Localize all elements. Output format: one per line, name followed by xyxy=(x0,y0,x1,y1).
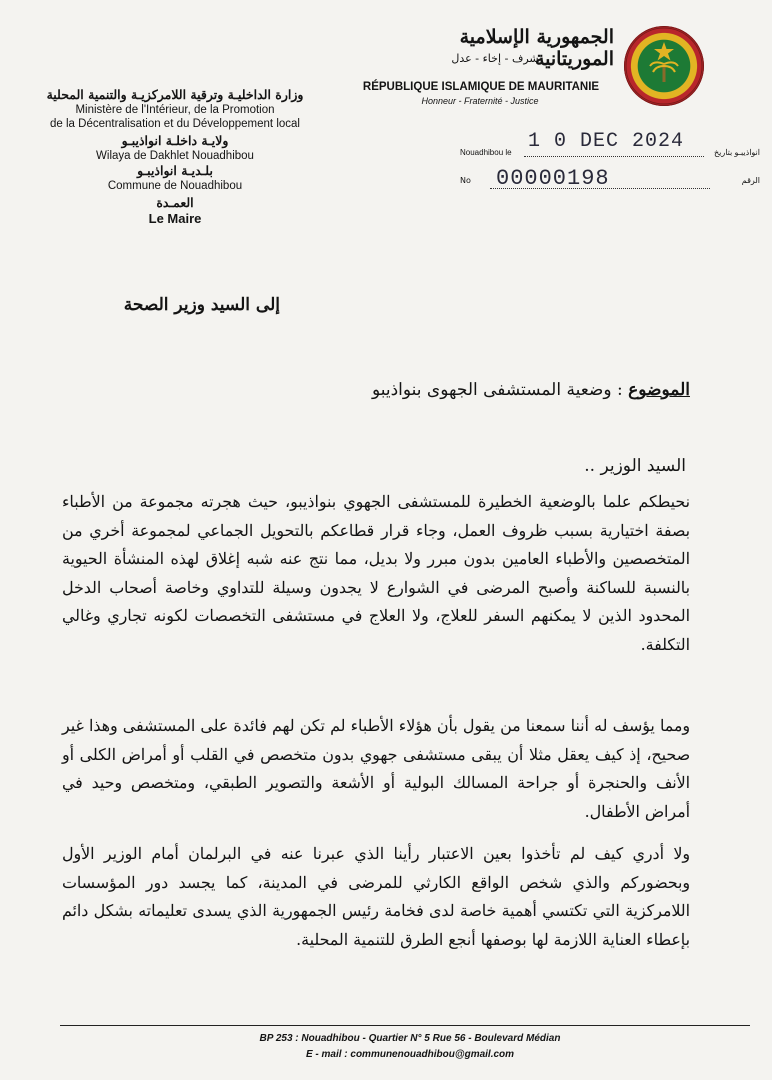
paragraph-3: ولا أدري كيف لم تأخذوا بعين الاعتبار رأينا الذي عبرنا عنه في البرلمان أمام الوزير الأول وبحضوركم والذي شخص الواقع الكارثي للمرضى في المدينة، كما يجسد دور المؤسسات اللامركزية التي تكتسي أهمية خاصة لدى فخامة رئيس الجمهورية الذي يسدى تعليماته بشكل دائم بإعطاء العناية اللازمة لها بوصفها أنجع الطرق للتنمية المحلية. xyxy=(62,844,690,949)
subject-line xyxy=(220,380,690,400)
mayor-french: Le Maire xyxy=(148,211,202,226)
national-seal-icon xyxy=(624,26,704,106)
date-stamp: 1 0 DEC 2024 xyxy=(528,130,685,153)
ministry-french-line-2: de la Décentralisation et du Développement local xyxy=(50,118,300,130)
footer-address: BP 253 : Nouadhibou - Quartier N° 5 Rue 56 - Boulevard Médian xyxy=(259,1033,561,1044)
date-dotted-line xyxy=(524,156,704,157)
date-label-arabic: انواذيبـو بتاريخ xyxy=(713,148,760,157)
number-label-arabic: الرقم xyxy=(741,176,760,185)
number-label-french: No xyxy=(460,176,471,185)
ministry-arabic: وزارة الداخليـة وترقية اللامركزيـة والتنمية المحلية xyxy=(46,87,304,102)
commune-french: Commune de Nouadhibou xyxy=(107,180,243,192)
header-arabic-motto: شرف - إخاء - عدل xyxy=(451,52,539,65)
subject-label: الموضوع xyxy=(628,380,690,400)
wilaya-french: Wilaya de Dakhlet Nouadhibou xyxy=(96,150,254,162)
date-label-french: Nouadhibou le xyxy=(460,148,512,157)
subject-text: : وضعية المستشفى الجهوى بنواذيبو xyxy=(371,380,623,400)
header-french-title: RÉPUBLIQUE ISLAMIQUE DE MAURITANIE xyxy=(362,81,600,93)
addressee: إلى السيد وزير الصحة xyxy=(123,295,280,315)
mayor-arabic: العمـدة xyxy=(156,195,194,211)
date-line xyxy=(460,130,760,164)
salutation: السيد الوزير .. xyxy=(584,456,686,476)
reference-number-line xyxy=(460,166,760,198)
footer-divider xyxy=(60,1025,750,1026)
header-arabic-title: الجمهورية الإسلامية الموريتانية xyxy=(459,26,614,70)
number-stamp: 00000198 xyxy=(496,166,610,191)
footer-email: E - mail : communenouadhibou@gmail.com xyxy=(305,1049,515,1060)
issuer-block xyxy=(30,87,320,227)
wilaya-arabic: ولايـة داخلـة انواذيبـو xyxy=(121,133,229,149)
paragraph-2: ومما يؤسف له أننا سمعنا من يقول بأن هؤلاء الأطباء لم تكن لهم فائدة على المستشفى وهذا غير صحيح، إذ كيف يعقل مثلا أن يبقى مستشفى جهوي بدون متخصص في القلب أو أمراض الكلى أو الأنف والحنجرة أو جراحة المسالك البولية أو الأشعة والتصوير الطبقي، ومتخصص وحيد في أمراض الأطفال. xyxy=(62,716,690,821)
paragraph-1: نحيطكم علما بالوضعية الخطيرة للمستشفى الجهوي بنواذيبو، حيث هجرته مجموعة من الأطباء بصفة اختيارية بسبب ظروف العمل، وجاء قرار قطاعكم بالتحويل الجماعي لمجموعة أخري من المتخصصين والأطباء العامين بدون مبرر ولا بديل، مما نتج عنه شبه إغلاق لهذه المنشأة الحيوية بالنسبة للساكنة وأصبح المرضى في الشوارع لا يجدون وسيلة للتداوي وخاصة أصحاب الدخل المحدود الذين لا يمكنهم السفر للعلاج، ولا العلاج في مستشفى التخصصات لكونه تجاري وغالي التكلفة. xyxy=(62,492,690,654)
ministry-french-line-1: Ministère de l'Intérieur, de la Promotion xyxy=(75,103,275,116)
commune-arabic: بلـديـة انواذيبـو xyxy=(137,163,213,179)
header-french-motto: Honneur - Fraternité - Justice xyxy=(421,96,539,106)
